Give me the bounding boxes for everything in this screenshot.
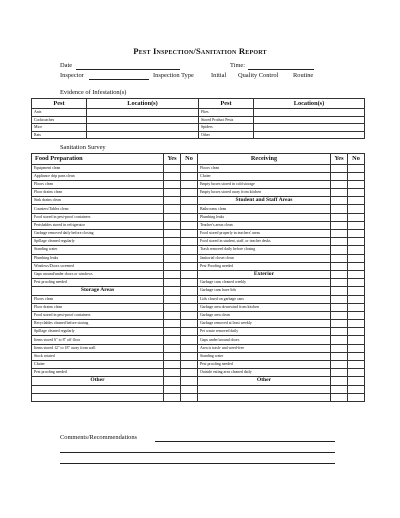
survey-item-label: Floors clean xyxy=(198,164,331,172)
survey-item-label: Garbage cans have lids xyxy=(198,287,331,295)
no-checkbox-cell[interactable] xyxy=(348,213,365,221)
type-option-quality-control[interactable]: Quality Control xyxy=(238,72,279,79)
yes-checkbox-cell[interactable] xyxy=(164,385,181,393)
survey-item-label: Garbage cans cleaned weekly xyxy=(198,279,331,287)
table-row xyxy=(32,270,365,278)
no-checkbox-cell[interactable] xyxy=(348,164,365,172)
no-checkbox-cell[interactable] xyxy=(348,180,365,188)
subsection-heading: Student and Staff Areas xyxy=(198,197,331,205)
no-checkbox-cell[interactable] xyxy=(181,172,198,180)
table-row xyxy=(32,246,365,254)
no-checkbox-cell[interactable] xyxy=(348,205,365,213)
yes-column-heading: Yes xyxy=(331,154,348,165)
no-checkbox-cell[interactable] xyxy=(348,262,365,270)
no-checkbox-cell[interactable] xyxy=(348,238,365,246)
yes-checkbox-cell[interactable] xyxy=(164,311,181,319)
yes-checkbox-cell[interactable] xyxy=(331,344,348,352)
no-checkbox-cell[interactable] xyxy=(348,189,365,197)
survey-item-label: Pest proofing needed xyxy=(32,279,164,287)
yes-checkbox-cell[interactable] xyxy=(164,189,181,197)
survey-item-label: Standing water xyxy=(198,352,331,360)
yes-checkbox-cell[interactable] xyxy=(331,377,348,385)
blank-item-cell xyxy=(198,385,331,393)
sanitation-section-label: Sanitation Survey xyxy=(60,144,106,151)
no-checkbox-cell[interactable] xyxy=(348,221,365,229)
table-row xyxy=(32,164,365,172)
table-row xyxy=(32,369,365,377)
comments-line[interactable] xyxy=(60,463,335,464)
yes-checkbox-cell[interactable] xyxy=(164,205,181,213)
yes-checkbox-cell[interactable] xyxy=(331,180,348,188)
survey-item-label: Area is trash- and weed-free xyxy=(198,344,331,352)
yes-checkbox-cell[interactable] xyxy=(331,369,348,377)
receiving-heading: Receiving xyxy=(198,154,331,165)
survey-item-label: Bathrooms clean xyxy=(198,205,331,213)
no-column-heading: No xyxy=(181,154,198,165)
infestation-table xyxy=(31,98,365,139)
survey-item-label: Floor drains clean xyxy=(32,303,164,311)
yes-checkbox-cell[interactable] xyxy=(164,361,181,369)
survey-item-label: Garbage removed at least weekly xyxy=(198,320,331,328)
no-checkbox-cell[interactable] xyxy=(348,270,365,278)
no-checkbox-cell[interactable] xyxy=(348,311,365,319)
yes-checkbox-cell[interactable] xyxy=(331,213,348,221)
no-checkbox-cell[interactable] xyxy=(181,361,198,369)
no-checkbox-cell[interactable] xyxy=(348,328,365,336)
survey-item-label: Items stored 6" to 8" off floor xyxy=(32,336,164,344)
survey-item-label: Clutter xyxy=(198,172,331,180)
no-checkbox-cell[interactable] xyxy=(181,246,198,254)
yes-checkbox-cell[interactable] xyxy=(331,172,348,180)
no-checkbox-cell[interactable] xyxy=(181,393,198,401)
survey-item-label: Recyclables cleaned before storing xyxy=(32,320,164,328)
table-row xyxy=(32,213,365,221)
no-checkbox-cell[interactable] xyxy=(181,385,198,393)
table-row xyxy=(32,320,365,328)
yes-checkbox-cell[interactable] xyxy=(331,303,348,311)
no-checkbox-cell[interactable] xyxy=(348,336,365,344)
survey-item-label: Pest Proofing needed xyxy=(198,262,331,270)
yes-checkbox-cell[interactable] xyxy=(164,279,181,287)
comments-line[interactable] xyxy=(155,441,335,442)
no-checkbox-cell[interactable] xyxy=(348,344,365,352)
table-row xyxy=(32,377,365,385)
survey-item-label: Garbage removed daily before closing xyxy=(32,230,164,238)
no-checkbox-cell[interactable] xyxy=(348,172,365,180)
yes-checkbox-cell[interactable] xyxy=(164,254,181,262)
survey-item-label: Food stored properly in teachers' areas xyxy=(198,230,331,238)
location-cell[interactable] xyxy=(87,124,199,132)
survey-item-label: Food stored in student, staff, or teacher desks xyxy=(198,238,331,246)
yes-column-heading: Yes xyxy=(164,154,181,165)
survey-item-label: Gaps under/around doors xyxy=(198,336,331,344)
table-row xyxy=(32,180,365,188)
table-row xyxy=(32,336,365,344)
no-column-heading: No xyxy=(348,154,365,165)
comments-line[interactable] xyxy=(60,452,335,453)
yes-checkbox-cell[interactable] xyxy=(331,164,348,172)
yes-checkbox-cell[interactable] xyxy=(164,180,181,188)
yes-checkbox-cell[interactable] xyxy=(164,164,181,172)
yes-checkbox-cell[interactable] xyxy=(331,311,348,319)
no-checkbox-cell[interactable] xyxy=(348,393,365,401)
survey-item-label: Pest proofing needed xyxy=(198,361,331,369)
yes-checkbox-cell[interactable] xyxy=(331,254,348,262)
table-row xyxy=(32,238,365,246)
date-label: Date xyxy=(60,62,73,69)
no-checkbox-cell[interactable] xyxy=(181,369,198,377)
no-checkbox-cell[interactable] xyxy=(348,320,365,328)
yes-checkbox-cell[interactable] xyxy=(164,287,181,295)
location-cell[interactable] xyxy=(254,131,365,139)
yes-checkbox-cell[interactable] xyxy=(164,369,181,377)
no-checkbox-cell[interactable] xyxy=(181,262,198,270)
no-checkbox-cell[interactable] xyxy=(348,369,365,377)
pest-name: Spiders xyxy=(199,124,254,132)
survey-item-label: Trash removed daily before closing xyxy=(198,246,331,254)
survey-item-label: Empty boxes stored in cold storage xyxy=(198,180,331,188)
yes-checkbox-cell[interactable] xyxy=(331,336,348,344)
yes-checkbox-cell[interactable] xyxy=(331,270,348,278)
yes-checkbox-cell[interactable] xyxy=(164,230,181,238)
location-cell[interactable] xyxy=(254,116,365,124)
subsection-heading: Storage Areas xyxy=(32,287,164,295)
no-checkbox-cell[interactable] xyxy=(348,295,365,303)
no-checkbox-cell[interactable] xyxy=(348,279,365,287)
yes-checkbox-cell[interactable] xyxy=(164,303,181,311)
survey-item-label: Spillage cleaned regularly xyxy=(32,238,164,246)
table-row xyxy=(32,230,365,238)
table-row xyxy=(32,344,365,352)
no-checkbox-cell[interactable] xyxy=(181,180,198,188)
no-checkbox-cell[interactable] xyxy=(348,385,365,393)
subsection-heading: Exterior xyxy=(198,270,331,278)
no-checkbox-cell[interactable] xyxy=(181,213,198,221)
survey-item-label: Food stored in pest-proof containers xyxy=(32,213,164,221)
sanitation-table xyxy=(31,153,365,402)
table-row xyxy=(32,109,365,117)
no-checkbox-cell[interactable] xyxy=(181,303,198,311)
col-pest: Pest xyxy=(32,99,87,109)
survey-item-label: Gaps around/under doors or windows xyxy=(32,270,164,278)
no-checkbox-cell[interactable] xyxy=(181,311,198,319)
survey-item-label: Plumbing leaks xyxy=(198,213,331,221)
no-checkbox-cell[interactable] xyxy=(181,328,198,336)
yes-checkbox-cell[interactable] xyxy=(164,270,181,278)
col-locations: Location(s) xyxy=(87,99,199,109)
col-pest: Pest xyxy=(199,99,254,109)
no-checkbox-cell[interactable] xyxy=(181,336,198,344)
survey-item-label: Floor drains clean xyxy=(32,189,164,197)
yes-checkbox-cell[interactable] xyxy=(331,385,348,393)
survey-item-label: Perishables stored in refrigerator xyxy=(32,221,164,229)
yes-checkbox-cell[interactable] xyxy=(164,393,181,401)
no-checkbox-cell[interactable] xyxy=(348,377,365,385)
yes-checkbox-cell[interactable] xyxy=(331,287,348,295)
no-checkbox-cell[interactable] xyxy=(348,246,365,254)
no-checkbox-cell[interactable] xyxy=(181,279,198,287)
no-checkbox-cell[interactable] xyxy=(348,254,365,262)
no-checkbox-cell[interactable] xyxy=(181,320,198,328)
no-checkbox-cell[interactable] xyxy=(348,303,365,311)
infestation-section-label: Evidence of Infestation(s) xyxy=(60,89,127,96)
no-checkbox-cell[interactable] xyxy=(181,197,198,205)
yes-checkbox-cell[interactable] xyxy=(164,238,181,246)
location-cell[interactable] xyxy=(87,109,199,117)
survey-item-label: Floors clean xyxy=(32,180,164,188)
no-checkbox-cell[interactable] xyxy=(348,352,365,360)
sanitation-header-row xyxy=(32,154,365,165)
yes-checkbox-cell[interactable] xyxy=(331,361,348,369)
time-label: Time: xyxy=(230,62,246,69)
table-row xyxy=(32,303,365,311)
yes-checkbox-cell[interactable] xyxy=(331,197,348,205)
yes-checkbox-cell[interactable] xyxy=(164,262,181,270)
survey-item-label: Floors clean xyxy=(32,295,164,303)
table-row xyxy=(32,287,365,295)
table-row xyxy=(32,328,365,336)
no-checkbox-cell[interactable] xyxy=(181,344,198,352)
yes-checkbox-cell[interactable] xyxy=(331,320,348,328)
no-checkbox-cell[interactable] xyxy=(348,230,365,238)
survey-item-label: Garbage area downwind from kitchen xyxy=(198,303,331,311)
yes-checkbox-cell[interactable] xyxy=(331,352,348,360)
survey-item-label: Standing water xyxy=(32,246,164,254)
no-checkbox-cell[interactable] xyxy=(181,238,198,246)
survey-item-label: Counters/Tables clean xyxy=(32,205,164,213)
survey-item-label: Plumbing leaks xyxy=(32,254,164,262)
table-row xyxy=(32,189,365,197)
pest-name: Cockroaches xyxy=(32,116,87,124)
inspector-field[interactable] xyxy=(89,79,149,80)
table-row xyxy=(32,205,365,213)
no-checkbox-cell[interactable] xyxy=(181,189,198,197)
survey-item-label: Garbage area clean xyxy=(198,311,331,319)
blank-item-cell xyxy=(32,393,164,401)
location-cell[interactable] xyxy=(254,124,365,132)
yes-checkbox-cell[interactable] xyxy=(331,189,348,197)
yes-checkbox-cell[interactable] xyxy=(164,246,181,254)
table-row xyxy=(32,385,365,393)
yes-checkbox-cell[interactable] xyxy=(331,328,348,336)
food-preparation-heading: Food Preparation xyxy=(32,154,164,165)
survey-item-label: Items stored 12" to 18" away from wall xyxy=(32,344,164,352)
pest-name: Flies xyxy=(199,109,254,117)
table-row xyxy=(32,393,365,401)
yes-checkbox-cell[interactable] xyxy=(164,320,181,328)
subsection-heading: Other xyxy=(32,377,164,385)
yes-checkbox-cell[interactable] xyxy=(331,262,348,270)
survey-item-label: Lids closed on garbage cans xyxy=(198,295,331,303)
no-checkbox-cell[interactable] xyxy=(348,287,365,295)
pest-name: Ants xyxy=(32,109,87,117)
no-checkbox-cell[interactable] xyxy=(348,361,365,369)
col-locations: Location(s) xyxy=(254,99,365,109)
table-row xyxy=(32,352,365,360)
no-checkbox-cell[interactable] xyxy=(348,197,365,205)
table-row xyxy=(32,172,365,180)
no-checkbox-cell[interactable] xyxy=(181,352,198,360)
pest-name: Rats xyxy=(32,131,87,139)
no-checkbox-cell[interactable] xyxy=(181,254,198,262)
no-checkbox-cell[interactable] xyxy=(181,377,198,385)
survey-item-label: Windows/Doors screened xyxy=(32,262,164,270)
yes-checkbox-cell[interactable] xyxy=(164,344,181,352)
no-checkbox-cell[interactable] xyxy=(181,287,198,295)
no-checkbox-cell[interactable] xyxy=(181,221,198,229)
survey-item-label: Teacher's areas clean xyxy=(198,221,331,229)
yes-checkbox-cell[interactable] xyxy=(164,213,181,221)
location-cell[interactable] xyxy=(87,116,199,124)
no-checkbox-cell[interactable] xyxy=(181,205,198,213)
yes-checkbox-cell[interactable] xyxy=(164,221,181,229)
date-field[interactable] xyxy=(76,69,180,70)
yes-checkbox-cell[interactable] xyxy=(164,336,181,344)
survey-item-label: Pest proofing needed xyxy=(32,369,164,377)
survey-item-label: Clutter xyxy=(32,361,164,369)
survey-item-label: Janitorial closet clean xyxy=(198,254,331,262)
report-title: Pest Inspection/Sanitation Report xyxy=(133,46,267,56)
comments-label: Comments/Recommendations xyxy=(60,434,138,441)
location-cell[interactable] xyxy=(254,109,365,117)
survey-item-label: Food stored in pest-proof containers xyxy=(32,311,164,319)
table-row xyxy=(32,116,365,124)
survey-item-label: Stock rotated xyxy=(32,352,164,360)
yes-checkbox-cell[interactable] xyxy=(164,172,181,180)
pest-name: Other xyxy=(199,131,254,139)
table-row xyxy=(32,311,365,319)
survey-item-label: Empty boxes stored away from kitchen xyxy=(198,189,331,197)
blank-item-cell xyxy=(198,393,331,401)
no-checkbox-cell[interactable] xyxy=(181,270,198,278)
infestation-header-row xyxy=(32,99,365,109)
table-row xyxy=(32,295,365,303)
yes-checkbox-cell[interactable] xyxy=(164,377,181,385)
survey-item-label: Appliance drip pans clean xyxy=(32,172,164,180)
table-row xyxy=(32,131,365,139)
inspection-type-label: Inspection Type xyxy=(153,72,194,79)
no-checkbox-cell[interactable] xyxy=(181,230,198,238)
table-row xyxy=(32,262,365,270)
yes-checkbox-cell[interactable] xyxy=(331,295,348,303)
survey-item-label: Spillage cleaned regularly xyxy=(32,328,164,336)
table-row xyxy=(32,124,365,132)
no-checkbox-cell[interactable] xyxy=(181,164,198,172)
yes-checkbox-cell[interactable] xyxy=(331,230,348,238)
survey-item-label: Sink drains clean xyxy=(32,197,164,205)
table-row xyxy=(32,197,365,205)
inspector-label: Inspector xyxy=(60,72,84,79)
yes-checkbox-cell[interactable] xyxy=(331,238,348,246)
yes-checkbox-cell[interactable] xyxy=(164,328,181,336)
pest-name: Stored Product Pests xyxy=(199,116,254,124)
survey-item-label: Equipment clean xyxy=(32,164,164,172)
type-option-initial[interactable]: Initial xyxy=(211,72,227,79)
yes-checkbox-cell[interactable] xyxy=(331,246,348,254)
subsection-heading: Other xyxy=(198,377,331,385)
survey-item-label: Pet waste removed daily xyxy=(198,328,331,336)
pest-name: Mice xyxy=(32,124,87,132)
yes-checkbox-cell[interactable] xyxy=(331,393,348,401)
yes-checkbox-cell[interactable] xyxy=(164,295,181,303)
time-field[interactable] xyxy=(248,69,314,70)
yes-checkbox-cell[interactable] xyxy=(331,221,348,229)
no-checkbox-cell[interactable] xyxy=(181,295,198,303)
table-row xyxy=(32,279,365,287)
yes-checkbox-cell[interactable] xyxy=(164,352,181,360)
yes-checkbox-cell[interactable] xyxy=(331,205,348,213)
table-row xyxy=(32,361,365,369)
type-option-routine[interactable]: Routine xyxy=(293,72,314,79)
table-row xyxy=(32,221,365,229)
table-row xyxy=(32,254,365,262)
blank-item-cell xyxy=(32,385,164,393)
survey-item-label: Outside eating area cleaned daily xyxy=(198,369,331,377)
location-cell[interactable] xyxy=(87,131,199,139)
yes-checkbox-cell[interactable] xyxy=(164,197,181,205)
yes-checkbox-cell[interactable] xyxy=(331,279,348,287)
